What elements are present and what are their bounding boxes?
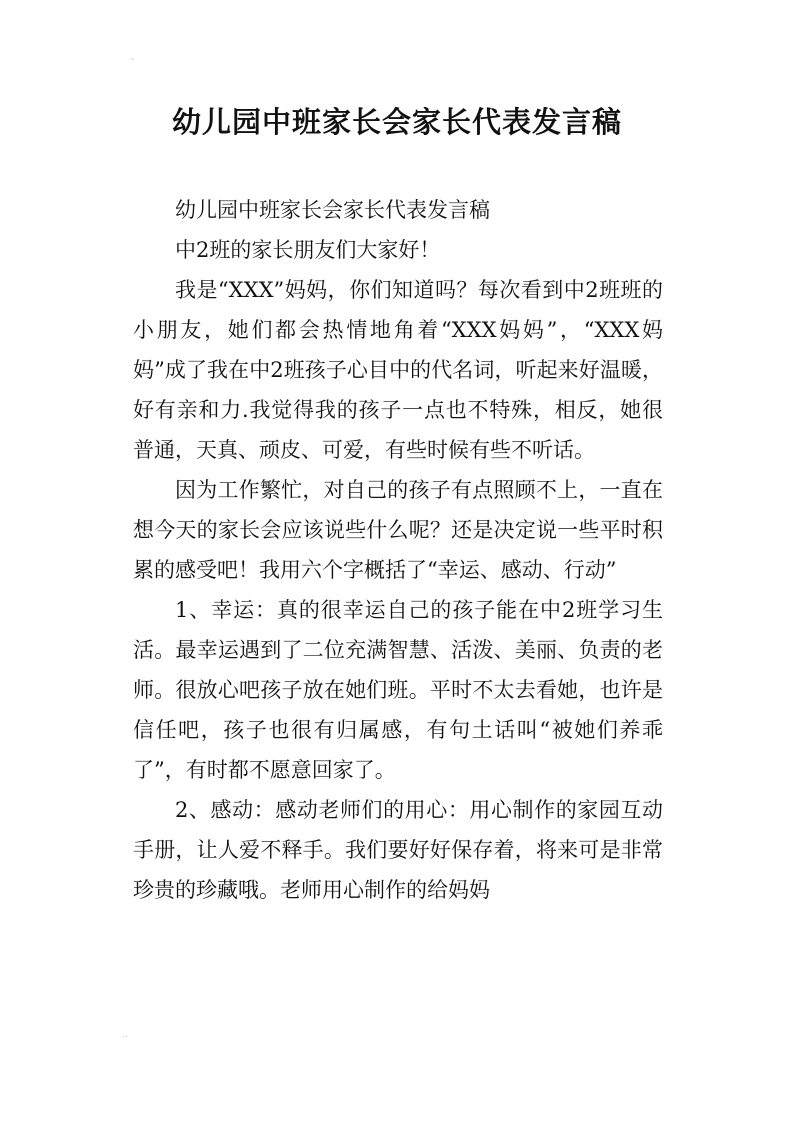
paragraph-introduction: 我是“XXX”妈妈，你们知道吗？每次看到中2班班的小朋友，她们都会热情地角着“XXX妈妈”，“XXX妈妈”成了我在中2班孩子心目中的代名词，听起来好温暖，好有亲和力.我觉得我的孩子一点也不特殊，相反，她很普通，天真、顽皮、可爱，有些时候有些不听话。	[133, 278, 663, 462]
scan-mark-top: ˆ	[130, 58, 135, 69]
scan-mark-bottom: ··	[122, 1032, 129, 1043]
paragraph-greeting: 中2班的家长朋友们大家好！	[175, 238, 441, 262]
paragraph-overview: 因为工作繁忙，对自己的孩子有点照顾不上，一直在想今天的家长会应该说些什么呢？还是决定说一些平时积累的感受吧！我用六个字概括了“幸运、感动、行动”	[133, 478, 663, 582]
paragraph-lucky: 1、幸运：真的很幸运自己的孩子能在中2班学习生活。最幸运遇到了二位充满智慧、活泼、美丽、负责的老师。很放心吧孩子放在她们班。平时不太去看她，也许是信任吧，孩子也很有归属感，有句土话叫“被她们养乖了”，有时都不愿意回家了。	[133, 598, 663, 782]
paragraph-subtitle: 幼儿园中班家长会家长代表发言稿	[175, 198, 490, 222]
paragraph-moved: 2、感动：感动老师们的用心：用心制作的家园互动手册，让人爱不释手。我们要好好保存着，将来可是非常珍贵的珍藏哦。老师用心制作的给妈妈	[133, 798, 663, 902]
document-title: 幼儿园中班家长会家长代表发言稿	[171, 105, 622, 139]
document-body	[133, 190, 663, 910]
